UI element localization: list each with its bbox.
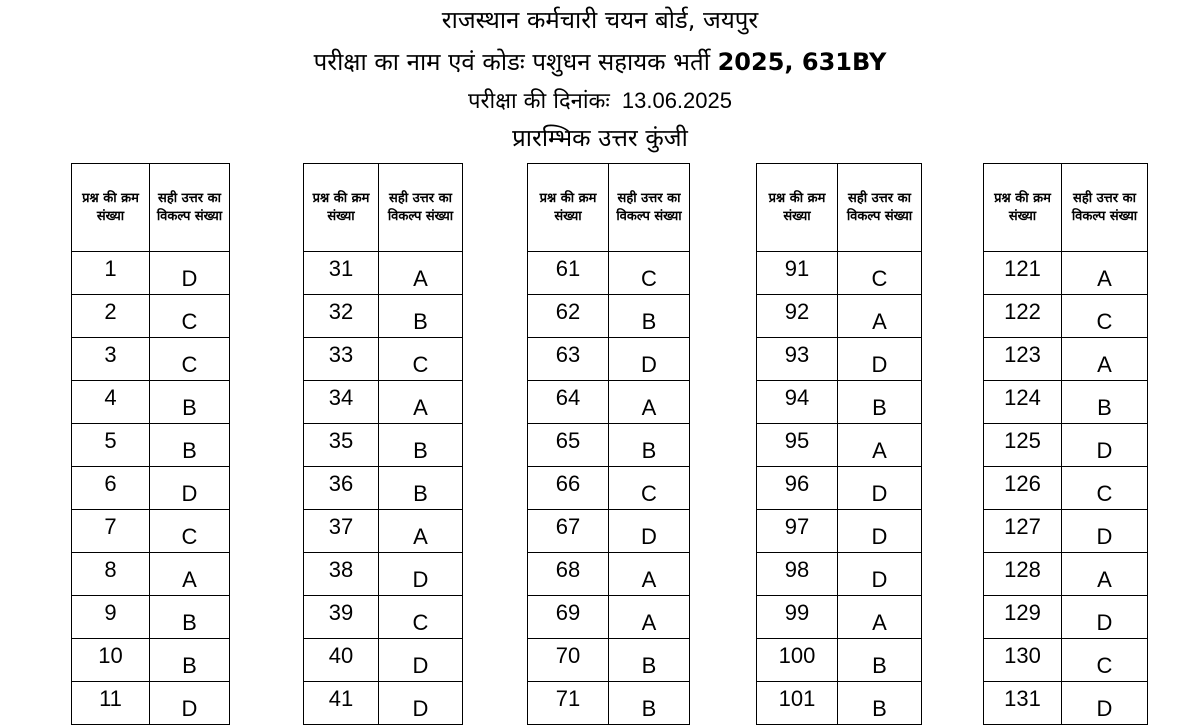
question-number: 66	[528, 467, 609, 510]
table-row	[757, 596, 922, 639]
answer-option: D	[150, 252, 230, 295]
question-number: 128	[984, 553, 1062, 596]
table-row	[72, 553, 230, 596]
column-header-question: प्रश्न की क्रम संख्या	[72, 164, 150, 252]
question-number: 11	[72, 682, 150, 725]
question-number: 34	[304, 381, 379, 424]
answer-option: C	[1062, 467, 1148, 510]
board-name: राजस्थान कर्मचारी चयन बोर्ड, जयपुर	[441, 6, 759, 34]
table-row	[984, 596, 1148, 639]
answer-option: C	[609, 252, 690, 295]
question-number: 98	[757, 553, 838, 596]
answer-option: A	[609, 596, 690, 639]
document-title: प्रारम्भिक उत्तर कुंजी	[512, 124, 688, 152]
table-row	[757, 424, 922, 467]
question-number: 40	[304, 639, 379, 682]
table-row	[304, 467, 463, 510]
answer-option: B	[379, 295, 463, 338]
question-number: 61	[528, 252, 609, 295]
question-number: 67	[528, 510, 609, 553]
question-number: 6	[72, 467, 150, 510]
table-row	[528, 639, 690, 682]
answer-option: A	[150, 553, 230, 596]
column-header-answer: सही उत्तर का विकल्प संख्या	[1062, 164, 1148, 252]
answer-option: D	[838, 467, 922, 510]
question-number: 126	[984, 467, 1062, 510]
question-number: 4	[72, 381, 150, 424]
question-number: 71	[528, 682, 609, 725]
question-number: 69	[528, 596, 609, 639]
table-row	[72, 295, 230, 338]
table-row	[72, 381, 230, 424]
question-number: 33	[304, 338, 379, 381]
answer-option: A	[838, 596, 922, 639]
table-row	[304, 682, 463, 725]
answer-option: A	[379, 381, 463, 424]
answer-option: C	[1062, 639, 1148, 682]
answer-option: A	[379, 510, 463, 553]
table-row	[984, 381, 1148, 424]
table-row	[72, 338, 230, 381]
table-row	[528, 682, 690, 725]
question-number: 121	[984, 252, 1062, 295]
question-number: 91	[757, 252, 838, 295]
question-number: 8	[72, 553, 150, 596]
answer-option: A	[379, 252, 463, 295]
question-number: 97	[757, 510, 838, 553]
table-row	[757, 467, 922, 510]
answer-key-table	[71, 163, 230, 725]
answer-option: A	[609, 553, 690, 596]
question-number: 95	[757, 424, 838, 467]
table-row	[72, 252, 230, 295]
answer-option: B	[1062, 381, 1148, 424]
table-row	[304, 424, 463, 467]
answer-option: A	[1062, 553, 1148, 596]
answer-option: D	[838, 553, 922, 596]
answer-option: B	[609, 424, 690, 467]
exam-name: परीक्षा का नाम एवं कोडः पशुधन सहायक भर्ती	[313, 48, 710, 76]
question-number: 68	[528, 553, 609, 596]
answer-option: A	[609, 381, 690, 424]
answer-option: D	[379, 682, 463, 725]
answer-option: B	[379, 424, 463, 467]
question-number: 93	[757, 338, 838, 381]
question-number: 37	[304, 510, 379, 553]
answer-option: B	[838, 381, 922, 424]
answer-option: B	[838, 682, 922, 725]
answer-option: A	[838, 295, 922, 338]
question-number: 92	[757, 295, 838, 338]
answer-key-table	[983, 163, 1148, 725]
question-number: 35	[304, 424, 379, 467]
table-row	[72, 682, 230, 725]
question-number: 9	[72, 596, 150, 639]
answer-option: B	[150, 381, 230, 424]
table-row	[757, 252, 922, 295]
answer-option: D	[838, 338, 922, 381]
question-number: 63	[528, 338, 609, 381]
table-row	[528, 295, 690, 338]
question-number: 31	[304, 252, 379, 295]
table-row	[984, 682, 1148, 725]
answer-option: D	[150, 467, 230, 510]
answer-option: C	[609, 467, 690, 510]
answer-option: D	[1062, 424, 1148, 467]
answer-option: A	[838, 424, 922, 467]
answer-option: C	[150, 510, 230, 553]
question-number: 129	[984, 596, 1062, 639]
table-row	[528, 510, 690, 553]
table-row	[304, 639, 463, 682]
exam-date-line	[0, 90, 1200, 113]
answer-option: B	[609, 682, 690, 725]
table-row	[528, 338, 690, 381]
table-row	[984, 295, 1148, 338]
answer-option: B	[609, 639, 690, 682]
answer-option: B	[379, 467, 463, 510]
table-row	[528, 596, 690, 639]
table-row	[757, 338, 922, 381]
question-number: 125	[984, 424, 1062, 467]
answer-option: C	[379, 596, 463, 639]
exam-date-label: परीक्षा की दिनांकः	[468, 89, 610, 114]
answer-option: D	[1062, 510, 1148, 553]
answer-option: D	[1062, 682, 1148, 725]
column-header-answer: सही उत्तर का विकल्प संख्या	[609, 164, 690, 252]
answer-option: D	[609, 510, 690, 553]
table-row	[984, 338, 1148, 381]
column-header-question: प्रश्न की क्रम संख्या	[304, 164, 379, 252]
table-row	[984, 639, 1148, 682]
answer-key-table	[303, 163, 463, 725]
question-number: 122	[984, 295, 1062, 338]
question-number: 64	[528, 381, 609, 424]
question-number: 1	[72, 252, 150, 295]
answer-option: C	[1062, 295, 1148, 338]
question-number: 65	[528, 424, 609, 467]
table-row	[72, 424, 230, 467]
answer-option: C	[379, 338, 463, 381]
question-number: 101	[757, 682, 838, 725]
answer-option: A	[1062, 338, 1148, 381]
answer-option: B	[150, 639, 230, 682]
answer-option: C	[150, 338, 230, 381]
question-number: 7	[72, 510, 150, 553]
answer-option: D	[1062, 596, 1148, 639]
answer-option: D	[150, 682, 230, 725]
table-row	[304, 596, 463, 639]
table-row	[528, 381, 690, 424]
question-number: 2	[72, 295, 150, 338]
table-row	[984, 553, 1148, 596]
question-number: 38	[304, 553, 379, 596]
table-row	[757, 510, 922, 553]
column-header-question: प्रश्न की क्रम संख्या	[528, 164, 609, 252]
question-number: 130	[984, 639, 1062, 682]
table-row	[304, 553, 463, 596]
answer-option: C	[838, 252, 922, 295]
table-row	[984, 467, 1148, 510]
exam-name-line	[0, 50, 1200, 74]
answer-key-table	[527, 163, 690, 725]
table-row	[304, 510, 463, 553]
table-row	[984, 252, 1148, 295]
answer-option: D	[609, 338, 690, 381]
answer-option: B	[150, 596, 230, 639]
table-row	[72, 596, 230, 639]
table-row	[757, 682, 922, 725]
question-number: 32	[304, 295, 379, 338]
table-row	[528, 467, 690, 510]
question-number: 124	[984, 381, 1062, 424]
table-row	[72, 639, 230, 682]
question-number: 10	[72, 639, 150, 682]
answer-option: D	[379, 639, 463, 682]
answer-option: A	[1062, 252, 1148, 295]
answer-option: D	[379, 553, 463, 596]
table-row	[757, 639, 922, 682]
column-header-answer: सही उत्तर का विकल्प संख्या	[379, 164, 463, 252]
table-row	[304, 338, 463, 381]
table-row	[984, 424, 1148, 467]
answer-option: B	[838, 639, 922, 682]
question-number: 100	[757, 639, 838, 682]
answer-option: B	[150, 424, 230, 467]
question-number: 39	[304, 596, 379, 639]
table-row	[757, 553, 922, 596]
answer-option: B	[609, 295, 690, 338]
table-row	[528, 553, 690, 596]
question-number: 62	[528, 295, 609, 338]
question-number: 96	[757, 467, 838, 510]
answer-option: C	[150, 295, 230, 338]
question-number: 36	[304, 467, 379, 510]
question-number: 70	[528, 639, 609, 682]
column-header-answer: सही उत्तर का विकल्प संख्या	[150, 164, 230, 252]
exam-date-value: 13.06.2025	[621, 88, 732, 113]
table-row	[304, 252, 463, 295]
column-header-question: प्रश्न की क्रम संख्या	[757, 164, 838, 252]
table-row	[757, 295, 922, 338]
table-row	[528, 252, 690, 295]
question-number: 5	[72, 424, 150, 467]
question-number: 94	[757, 381, 838, 424]
question-number: 131	[984, 682, 1062, 725]
table-row	[984, 510, 1148, 553]
question-number: 127	[984, 510, 1062, 553]
question-number: 41	[304, 682, 379, 725]
question-number: 99	[757, 596, 838, 639]
answer-key-table	[756, 163, 922, 725]
table-row	[72, 467, 230, 510]
question-number: 123	[984, 338, 1062, 381]
answer-option: D	[838, 510, 922, 553]
exam-code: 2025, 631BY	[717, 48, 887, 76]
question-number: 3	[72, 338, 150, 381]
table-row	[304, 381, 463, 424]
column-header-answer: सही उत्तर का विकल्प संख्या	[838, 164, 922, 252]
table-row	[304, 295, 463, 338]
table-row	[72, 510, 230, 553]
table-row	[757, 381, 922, 424]
column-header-question: प्रश्न की क्रम संख्या	[984, 164, 1062, 252]
table-row	[528, 424, 690, 467]
